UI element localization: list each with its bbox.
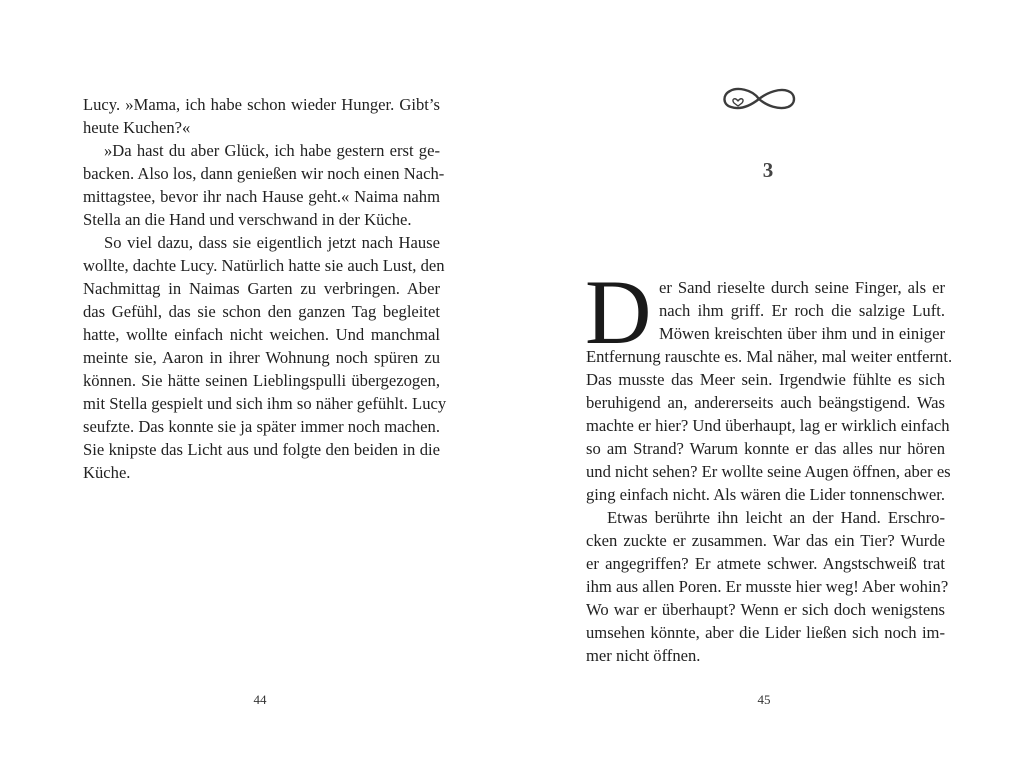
text-line: mer nicht öffnen. bbox=[586, 646, 701, 665]
text-line: er Sand rieselte durch seine Finger, als er bbox=[659, 278, 945, 297]
text-line: Das musste das Meer sein. Irgendwie fühlte es sich bbox=[586, 370, 945, 389]
text-line: das Gefühl, das sie schon den ganzen Tag begleitet bbox=[83, 302, 440, 321]
text-line: Etwas berührte ihn leicht an der Hand. Erschro- bbox=[607, 508, 945, 527]
text-line: Stella an die Hand und verschwand in der Küche. bbox=[83, 210, 412, 229]
chapter-number: 3 bbox=[762, 158, 774, 182]
text-line: er angegriffen? Er atmete schwer. Angstschweiß trat bbox=[586, 554, 945, 573]
text-line: wollte, dachte Lucy. Natürlich hatte sie auch Lust, den bbox=[83, 256, 445, 275]
text-line: Sie knipste das Licht aus und folgte den beiden in die bbox=[83, 440, 440, 459]
text-line: meinte sie, Aaron in ihrer Wohnung noch spüren zu bbox=[83, 348, 440, 367]
text-line: Lucy. »Mama, ich habe schon wieder Hunger. Gibt’s bbox=[83, 95, 440, 114]
text-line: können. Sie hätte seinen Lieblingspulli übergezogen, bbox=[83, 371, 440, 390]
text-line: backen. Also los, dann genießen wir noch einen Nach- bbox=[83, 164, 445, 183]
text-line: nach ihm griff. Er roch die salzige Luft. bbox=[659, 301, 945, 320]
drop-cap: D bbox=[585, 261, 652, 363]
page-number: 44 bbox=[253, 692, 267, 707]
text-line: und nicht sehen? Er wollte seine Augen öffnen, aber es bbox=[586, 462, 951, 481]
infinity-heart-icon bbox=[718, 84, 800, 114]
text-line: ging einfach nicht. Als wären die Lider tonnenschwer. bbox=[586, 485, 945, 504]
text-line: Küche. bbox=[83, 463, 131, 482]
text-line: ihm aus allen Poren. Er musste hier weg! Aber wohin? bbox=[586, 577, 949, 596]
text-line: seufzte. Das konnte sie ja später immer noch machen. bbox=[83, 417, 440, 436]
text-line: »Da hast du aber Glück, ich habe gestern erst ge- bbox=[104, 141, 440, 160]
text-line: Nachmittag in Naimas Garten zu verbringen. Aber bbox=[83, 279, 440, 298]
text-line: Wo war er überhaupt? Wenn er sich doch wenigstens bbox=[586, 600, 945, 619]
text-line: hatte, wollte einfach nicht weichen. Und manchmal bbox=[83, 325, 440, 344]
text-line: beruhigend an, andererseits auch beängstigend. Was bbox=[586, 393, 945, 412]
text-line: Möwen kreischten über ihm und in einiger bbox=[659, 324, 945, 343]
text-line: Entfernung rauschte es. Mal näher, mal weiter entfernt. bbox=[586, 347, 953, 366]
text-line: cken zuckte er zusammen. War das ein Tier? Wurde bbox=[586, 531, 945, 550]
text-line: umsehen könnte, aber die Lider ließen sich noch im- bbox=[586, 623, 945, 642]
text-line: heute Kuchen?« bbox=[83, 118, 191, 137]
right-page bbox=[512, 0, 1024, 778]
text-line: so am Strand? Warum konnte er das alles nur hören bbox=[586, 439, 945, 458]
page-number: 45 bbox=[757, 692, 771, 707]
text-line: mit Stella gespielt und sich ihm so näher gefühlt. Lucy bbox=[83, 394, 447, 413]
text-line: machte er hier? Und überhaupt, lag er wirklich einfach bbox=[586, 416, 950, 435]
text-line: mittagstee, bevor ihr nach Hause geht.« Naima nahm bbox=[83, 187, 440, 206]
text-line: So viel dazu, dass sie eigentlich jetzt nach Hause bbox=[104, 233, 440, 252]
